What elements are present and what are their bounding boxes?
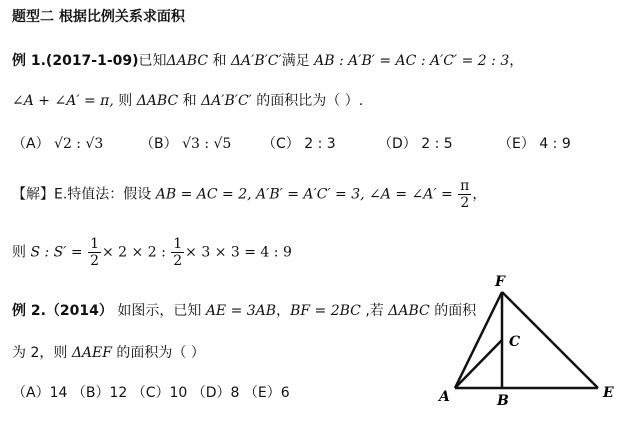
example1-text-b: 和 <box>208 53 231 69</box>
example2-line1 <box>12 300 476 320</box>
label-c: C <box>509 334 521 350</box>
result-fraction-2-denominator: 2 <box>173 253 183 269</box>
example2-math-a: AE = 3AB <box>205 303 277 319</box>
option-b-value: √3 : √5 <box>182 136 232 152</box>
example2-triangle: ΔABC <box>388 303 430 319</box>
example2-label: 例 2.（2014） <box>12 303 113 319</box>
result-fraction-1-numerator: 1 <box>90 236 99 252</box>
example1-option-a <box>12 133 103 153</box>
solution-fraction-numerator: π <box>460 178 470 194</box>
example1-option-b <box>140 133 231 153</box>
example1-line1 <box>12 50 523 70</box>
example2-line2-triangle: ΔAEF <box>71 345 112 361</box>
example1-text-c: 满足 <box>281 53 315 69</box>
example1-line2-triangle2: ΔA′B′C′ <box>201 93 252 109</box>
solution-label: 【解】E. <box>12 186 68 203</box>
example2-line2 <box>12 342 205 362</box>
option-a-value: √2 : √3 <box>54 136 104 152</box>
result-math-b: × 2 × 2 : <box>102 244 166 261</box>
solution-math: AB = AC = 2, A′B′ = A′C′ = 3, ∠A = ∠A′ = <box>155 186 453 203</box>
example1-label: 例 1.(2017-1-09) <box>12 53 139 69</box>
segment-ac <box>455 340 502 388</box>
solution-fraction-denominator: 2 <box>460 195 470 211</box>
example1-triangle1: ΔABC <box>166 53 209 69</box>
example2-line2-text-b: 的面积为（ ） <box>111 345 205 361</box>
example2-math-b: BF = 2BC <box>290 303 361 319</box>
label-a: A <box>439 389 450 405</box>
example1-angle-condition: ∠A + ∠A′ = π, <box>12 93 114 109</box>
example1-line2-triangle1: ΔABC <box>136 93 179 109</box>
example1-line2 <box>12 90 363 110</box>
solution-end: ， <box>472 186 487 203</box>
example1-line2-text-b: 和 <box>178 93 202 109</box>
example2-text-c: 的面积 <box>429 303 477 319</box>
option-d-label: （D） <box>378 136 417 152</box>
example1-line1-end: ， <box>509 53 524 69</box>
example1-option-d <box>378 133 453 153</box>
label-f: F <box>495 274 505 290</box>
example2-options: （A）14 （B）12 （C）10 （D）8 （E）6 <box>12 385 290 401</box>
example1-option-e <box>498 133 571 153</box>
example1-text-a: 已知 <box>138 53 167 69</box>
result-prefix: 则 <box>12 244 31 261</box>
example2-sep: ， <box>276 303 291 319</box>
result-math-a: S : S′ = <box>30 244 83 261</box>
solution-fraction <box>458 178 471 211</box>
option-e-label: （E） <box>498 136 535 152</box>
example1-line2-text-a: 则 <box>113 93 137 109</box>
example1-ratio-condition: AB : A′B′ = AC : A′C′ = 2 : 3 <box>314 53 510 69</box>
example2-text-a: 如图示，已知 <box>117 303 206 319</box>
option-c-label: （C） <box>262 136 300 152</box>
label-e: E <box>603 385 614 401</box>
example1-option-c <box>262 133 336 153</box>
result-math-c: × 3 × 3 = 4 : 9 <box>185 244 292 261</box>
example1-solution <box>12 178 486 211</box>
label-b: B <box>497 393 509 409</box>
option-a-label: （A） <box>12 136 50 152</box>
example1-line2-text-c: 的面积比为（ ）. <box>251 93 364 109</box>
example1-result <box>12 236 292 269</box>
solution-text: 特值法：假设 <box>67 186 156 203</box>
example2-text-b: ,若 <box>360 303 389 319</box>
option-c-value: 2 : 3 <box>304 136 336 152</box>
result-fraction-1 <box>88 236 101 269</box>
example2-line2-text-a: 为 2，则 <box>12 345 72 361</box>
segment-fe <box>502 292 598 388</box>
example1-triangle2: ΔA′B′C′ <box>230 53 282 69</box>
option-d-value: 2 : 5 <box>421 136 453 152</box>
section-heading: 题型二 根据比例关系求面积 <box>12 9 185 25</box>
result-fraction-1-denominator: 2 <box>90 253 99 269</box>
result-fraction-2 <box>171 236 184 269</box>
option-e-value: 4 : 9 <box>539 136 571 152</box>
result-fraction-2-numerator: 1 <box>173 236 183 252</box>
option-b-label: （B） <box>140 136 178 152</box>
